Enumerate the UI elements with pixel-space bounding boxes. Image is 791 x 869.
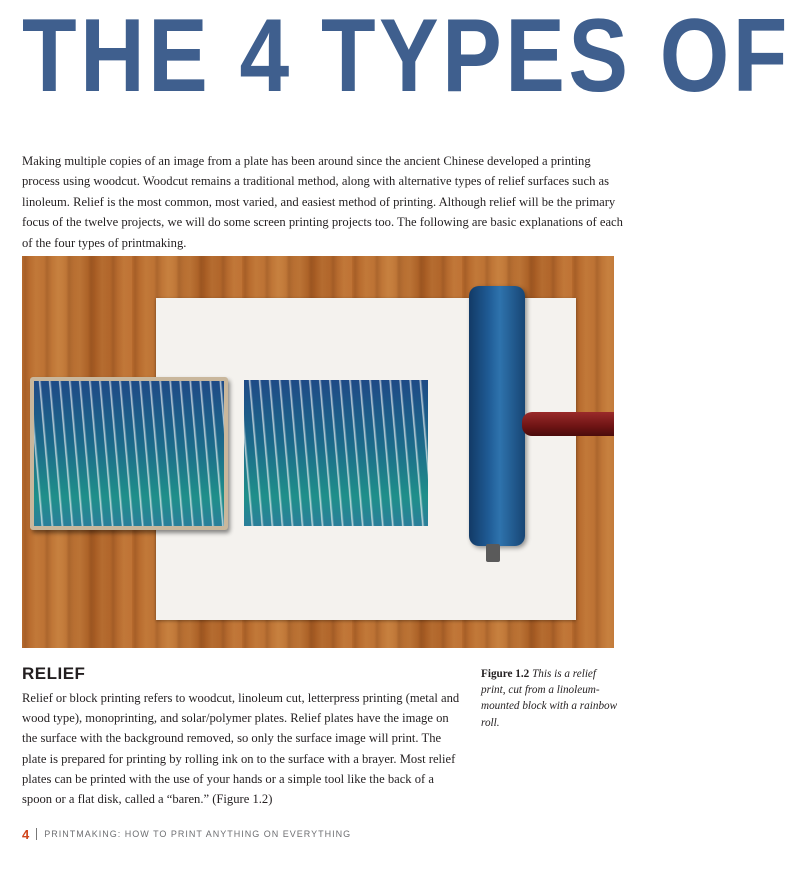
- block-carving: [34, 381, 224, 526]
- brayer-axle: [486, 544, 500, 562]
- brayer-roller: [469, 286, 525, 546]
- brayer-handle: [522, 412, 614, 436]
- page-number: 4: [22, 826, 30, 842]
- page-footer: [22, 826, 351, 842]
- caption-text: This is a relief print, cut from a linoleum-mounted block with a rainbow roll.: [481, 668, 618, 729]
- print-image: [244, 380, 428, 526]
- footer-divider: [36, 828, 37, 840]
- linoleum-block: [30, 377, 228, 530]
- page-headline: THE 4 TYPES OF: [22, 0, 791, 114]
- section-body: Relief or block printing refers to woodcut, linoleum cut, letterpress printing (metal and wood type), monoprinting, and solar/polymer plates. Relief plates have the image on the surface with the background removed, so only the surface image will print. The plate is prepared for printing by rolling ink on to the surface with a brayer. Most relief plates can be printed with the use of your hands or a simple tool like the back of a spoon or a flat disk, called a “baren.” (Figure 1.2): [22, 691, 460, 807]
- section-title: RELIEF: [22, 664, 86, 683]
- relief-print: [244, 380, 428, 526]
- figure-photo: [22, 256, 614, 648]
- intro-paragraph: Making multiple copies of an image from a plate has been around since the ancient Chinese developed a printing process using woodcut. Woodcut remains a traditional method, along with alternative types of relief surfaces such as linoleum. Relief is the most common, most varied, and easiest method of printing. Although relief will be the primary focus of the twelve projects, we will do some screen printing projects too. The following are basic explanations of each of the four types of printmaking.: [22, 154, 623, 250]
- figure-label: Figure 1.2: [481, 668, 530, 680]
- figure-caption: [481, 666, 621, 731]
- running-title: PRINTMAKING: HOW TO PRINT ANYTHING ON EVERYTHING: [44, 829, 352, 839]
